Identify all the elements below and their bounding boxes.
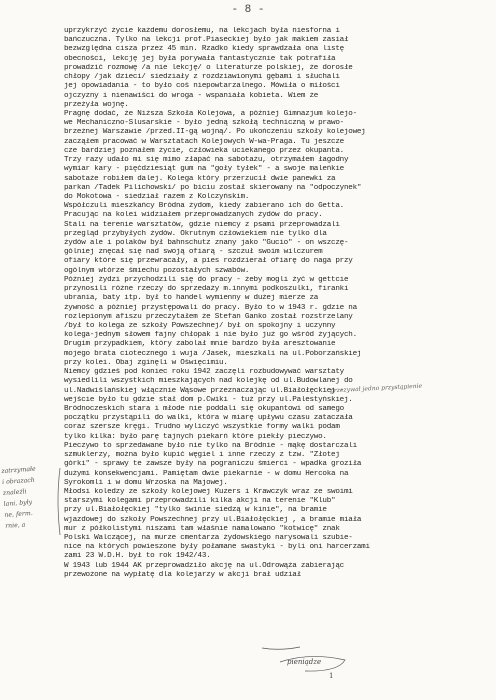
text-line: Bródnoczeskich stara i młode nie poddali się okupantowi od samego [64, 404, 344, 413]
margin-bracket-mark [58, 468, 60, 535]
text-line: zacząłem pracować w Warsztatach Kolejowych W-wa-Praga. Tu jeszcze [64, 137, 344, 146]
text-line: przy kolei. Obaj zginęli w Oświęcimiu. [64, 358, 228, 367]
text-line: przy ul.Białołęckiej "tylko świnie siedzą w kinie", na bramie [64, 506, 327, 515]
text-line: początku przystąpili do walki, która w miarę upływu czasu zataczała [64, 414, 353, 423]
text-line: jej opowiadania - to było coś niepowtarzalnego. Mówiła o miłości [64, 82, 340, 91]
text-line: chłopy /jak dzieci/ siedziały z rozdziawionymi gębami i słuchali [64, 73, 340, 82]
footnote-marker: 1 [329, 672, 334, 680]
text-line: Polski Walczącej, na murze cmentarza żydowskiego narysowali szubie- [64, 534, 353, 543]
text-line: Pracując na kolei widziałem przeprowadzanych żydów do pracy. [64, 211, 323, 220]
text-line: Później żydzi przychodzili się do pracy - żeby mogli żyć w gettcie [64, 275, 349, 284]
text-line: Drugim przypadkiem, który zabolał mnie bardzo była aresztowanie [64, 340, 336, 349]
text-line: starszymi kolegami przeprowadzili kilka akcji na terenie "Klub" [64, 497, 336, 506]
margin-note-line: i obrazach [1, 476, 36, 486]
margin-note-line: lani, były [3, 498, 33, 508]
text-line: ubrania, baty itp. był to handel wymienny w dużej mierze za [64, 294, 319, 303]
text-line: Niemcy gdzieś pod koniec roku 1942 zaczęli rozbudowywać warsztaty [64, 368, 344, 377]
page-number: - 8 - [231, 4, 265, 16]
text-line: przeżyła wojnę. [64, 100, 129, 109]
text-line: górki" - sprawy te zawsze były na pograniczu śmierci - wpadka groziła [64, 460, 362, 469]
text-line: zami 23 W.D.H. był to rok 1942/43. [64, 552, 211, 561]
text-line: nice na których powieszone były połamane swastyki - byli oni harcerzami [64, 543, 370, 552]
text-line: bańczuczna. Tylko na lekcji prof.Piaseckiej było jak makiem zasiał [64, 36, 349, 45]
handwritten-interlinear-note: przezywał jedno przystąpienie [329, 382, 423, 395]
text-line: W 1943 lub 1944 AK przeprowadziło akcję na ul.Odrowąża zabierając [64, 561, 344, 570]
text-line: ul.Nadwiślańskiej włącznie Wąsowe przeznaczając ul.Białołęckiej - [64, 386, 344, 395]
text-line: Młodsi koledzy ze szkoły kolejowej Kuzers i Krawczyk wraz ze swoimi [64, 487, 353, 496]
text-line: ogólnym wtórze śmiechu pozostałych szwabów. [64, 266, 250, 275]
text-line: Pragnę dodać, że Niższa Szkoła Kolejowa, a później Gimnazjum kolejo- [64, 109, 357, 118]
text-line: gólniej znęcał się nad swoją ofiarą - szczuł swoim wilczurem [64, 248, 323, 257]
margin-note-line: znaleźli [2, 488, 27, 497]
handwritten-footnote: pieniądze [287, 658, 322, 666]
margin-note-line: ne, ferm. [4, 509, 33, 519]
text-line: we Mechaniczno-Ślusarskie - było jedną szkołą techniczną w prawo- [64, 119, 344, 128]
text-line: do Mokotowa - siedział razem z Kolczyńskim. [64, 192, 250, 201]
margin-note-line: rnie, a [4, 521, 26, 530]
text-line: ojczyzny i nienawiści do wroga - wspaniała kobieta. Wiem że [64, 91, 319, 100]
text-line: obecności, lekcję jej była porywała fantastycznie tak potrafiła [64, 54, 336, 63]
text-line: cze bardziej poznałem życie, człowieka uciekanego przez okupanta. [64, 146, 344, 155]
text-line: uprzykrzyć życie każdemu dorosłemu, na lekcjach była niesforna i [64, 27, 340, 35]
text-line: mur z półkolistymi niszami tam właśnie namalowano "kotwicę" znak [64, 524, 340, 533]
text-line: bezwzględna cisza przez 45 min. Rzadko kiedy sprawdzała ona listę [64, 45, 344, 54]
text-line: wjazdowej do szkoły Powszechnej przy ul.Białołęckiej , a bramie miała [64, 515, 362, 524]
text-line: /był to kolega ze szkoły Powszechnej/ był on spokojny i uczynny [64, 322, 336, 330]
text-line: ofiary które się przewracały, a pies rozdzierał ofiarę do naga przy [64, 257, 353, 266]
text-line: dużymi konsekwencjami. Pamiętam dwie piekarnie - w domu Hercoka na [64, 469, 349, 478]
text-line: wejście było tu gdzie stał dom p.Cwiki - tuż przy ul.Palestyńskiej. [64, 395, 353, 404]
text-line: przewożone na wypłatę dla kolejarzy w akcji brał udział [64, 570, 301, 579]
text-line: żydów ale i polaków był bahnschutz znany jako "Gucio" - on wszczę- [64, 239, 349, 248]
text-line: Współczuli mieszkańcy Bródna żydom, kiedy zabierano ich do Getta. [64, 202, 344, 211]
text-line: przegląd przybyłych żydów. Okrutnym człowiekiem nie tylko dla [64, 229, 327, 238]
text-line: wymiar kary - pięćdziesiąt gum na "goły tyłek" - a swoje maleńkie [64, 165, 344, 174]
text-line: Pieczywo to sprzedawane było nie tylko na Bródnie - mąkę dostarczali [64, 441, 357, 450]
text-line: prowadzić rozmowę /a nie lekcję/ o literaturze polskiej, że dorosłe [64, 63, 353, 72]
underline-stroke-1 [262, 647, 300, 649]
text-line: sabotaże robiłem dalej. Kolega który przerzucił dwie panewki za [64, 174, 336, 183]
margin-note-line: zatrzymałe [1, 465, 36, 475]
text-line: kolega-jednym słowem fajny chłopak i nie było już go wśród żyjących. [64, 331, 357, 340]
text-line: Stali na terenie warsztatów, gdzie niemcy z psami przeprowadzali [64, 220, 340, 229]
text-line: rozlepionym afiszu przeczytałem że Stefan Ganko został rozstrzelany [64, 312, 353, 321]
text-line: tylko kilka: było parę tajnych piekarń które piekły pieczywo. [64, 432, 327, 441]
text-line: mojego brata ciotecznego i wuja /Jasek, mieszkali na ul.Poborzańskiej [64, 349, 362, 358]
text-line: wysiedlili wszystkich mieszkających nad kolejkę od ul.Budowlanej do [64, 377, 353, 386]
text-line: coraz szersze kręgi. Trudno wyliczyć wszystkie formy walki podam [64, 423, 340, 432]
text-line: przynosili różne rzeczy do sprzedaży m.innymi podkoszulki, firanki [64, 285, 349, 294]
text-line: parkan /Tadek Pilichowski/ po biciu został skierowany na "odpoczynek" [64, 183, 362, 192]
text-line: Syrokomli i w domu Wrzoska na Majowej. [64, 478, 228, 487]
text-line: żywność a później przystępowali do pracy. Było to w 1943 r. gdzie na [64, 303, 357, 312]
text-line: Trzy razy udało mi się mimo złapać na sabotażu, otrzymałem łagodny [64, 156, 349, 165]
text-line: brzeżnej Warszawie /przed.II-gą wojną/. Po ukończeniu szkoły kolejowej [64, 128, 366, 137]
text-line: szmuklerzy, można było kupić węgiel i inne rzeczy z tzw. "Złotej [64, 451, 340, 460]
